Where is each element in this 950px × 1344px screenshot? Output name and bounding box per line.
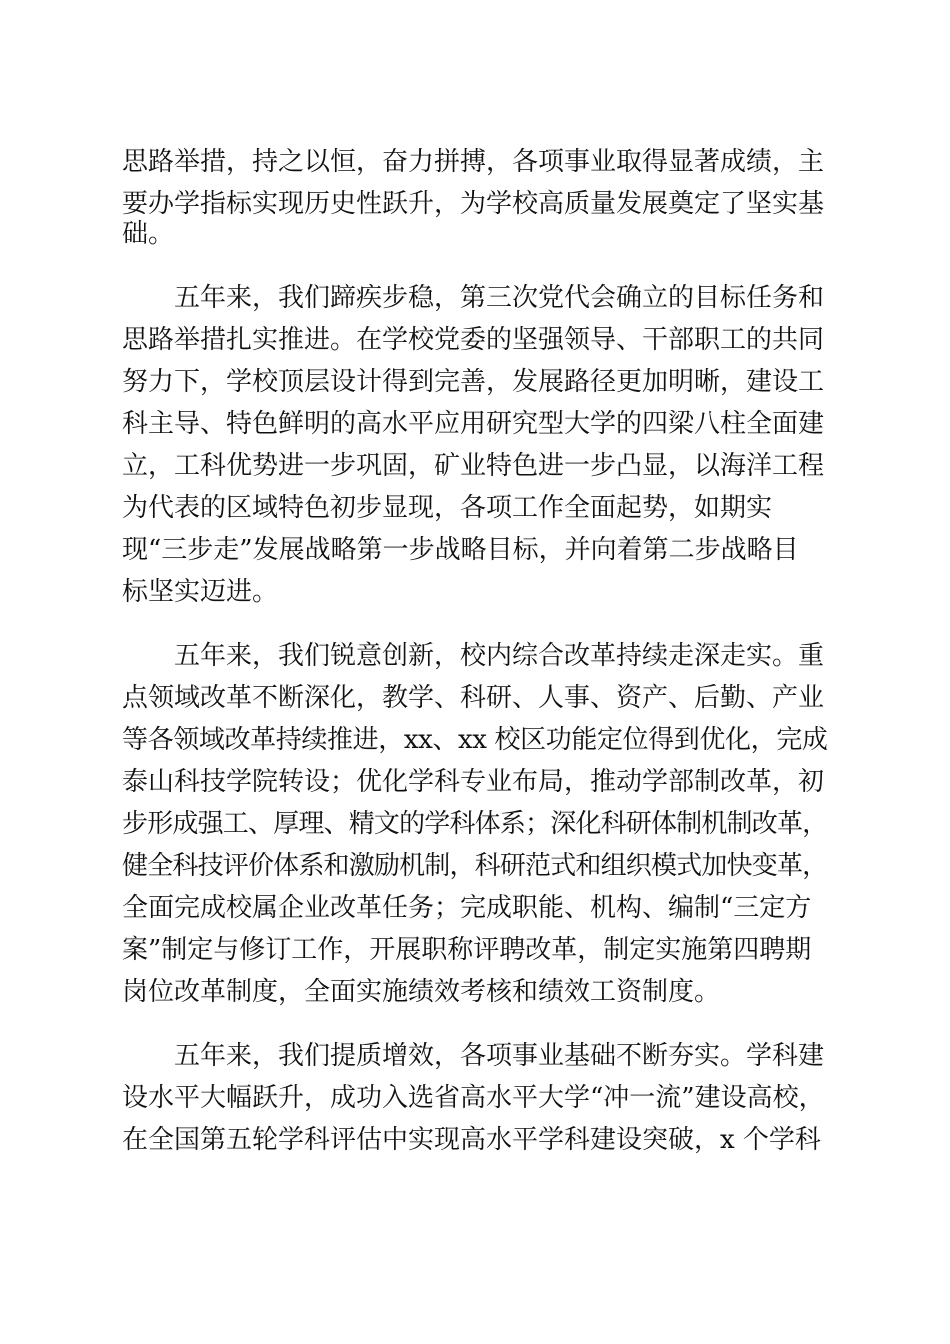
text-line: 思路举措扎实推进。在学校党委的坚强领导、干部职工的共同 — [122, 325, 825, 355]
text-line: 泰山科技学院转设；优化学科专业布局，推动学部制改革，初 — [122, 767, 825, 797]
text-line: 立，工科优势进一步巩固，矿业特色进一步凸显，以海洋工程 — [122, 451, 825, 481]
text-line: 步形成强工、厚理、精文的学科体系；深化科研体制机制改革， — [122, 809, 828, 839]
text-line: 五年来，我们提质增效，各项事业基础不断夯实。学科建 — [174, 1041, 825, 1071]
text-line: 五年来，我们蹄疾步稳，第三次党代会确立的目标任务和 — [174, 283, 825, 313]
text-line: 努力下，学校顶层设计得到完善，发展路径更加明晰，建设工 — [122, 367, 825, 397]
text-line: 全面完成校属企业改革任务；完成职能、机构、编制“三定方 — [122, 893, 812, 923]
text-line: 现“三步走”发展战略第一步战略目标，并向着第二步战略目 — [122, 535, 799, 565]
text-line: 在全国第五轮学科评估中实现高水平学科建设突破，x 个学科 — [122, 1125, 821, 1155]
text-line: 五年来，我们锐意创新，校内综合改革持续走深走实。重 — [174, 641, 825, 671]
text-line: 点领域改革不断深化，教学、科研、人事、资产、后勤、产业 — [122, 683, 825, 713]
text-line: 为代表的区域特色初步显现，各项工作全面起势，如期实 — [122, 493, 773, 523]
text-line: 思路举措，持之以恒，奋力拼搏，各项事业取得显著成绩，主 — [122, 147, 825, 177]
text-line: 设水平大幅跃升，成功入选省高水平大学“冲一流”建设高校， — [122, 1083, 825, 1113]
text-line: 岗位改革制度，全面实施绩效考核和绩效工资制度。 — [122, 977, 721, 1007]
text-line: 健全科技评价体系和激励机制，科研范式和组织模式加快变革， — [122, 851, 828, 881]
text-line: 础。 — [122, 219, 175, 249]
text-line: 标坚实迈进。 — [122, 577, 279, 607]
text-line: 要办学指标实现历史性跃升，为学校高质量发展奠定了坚实基 — [122, 189, 825, 219]
text-line: 案”制定与修订工作，开展职称评聘改革，制定实施第四聘期 — [122, 935, 812, 965]
text-line: 等各领域改革持续推进，xx、xx 校区功能定位得到优化，完成 — [122, 725, 828, 755]
text-line: 科主导、特色鲜明的高水平应用研究型大学的四梁八柱全面建 — [122, 409, 825, 439]
